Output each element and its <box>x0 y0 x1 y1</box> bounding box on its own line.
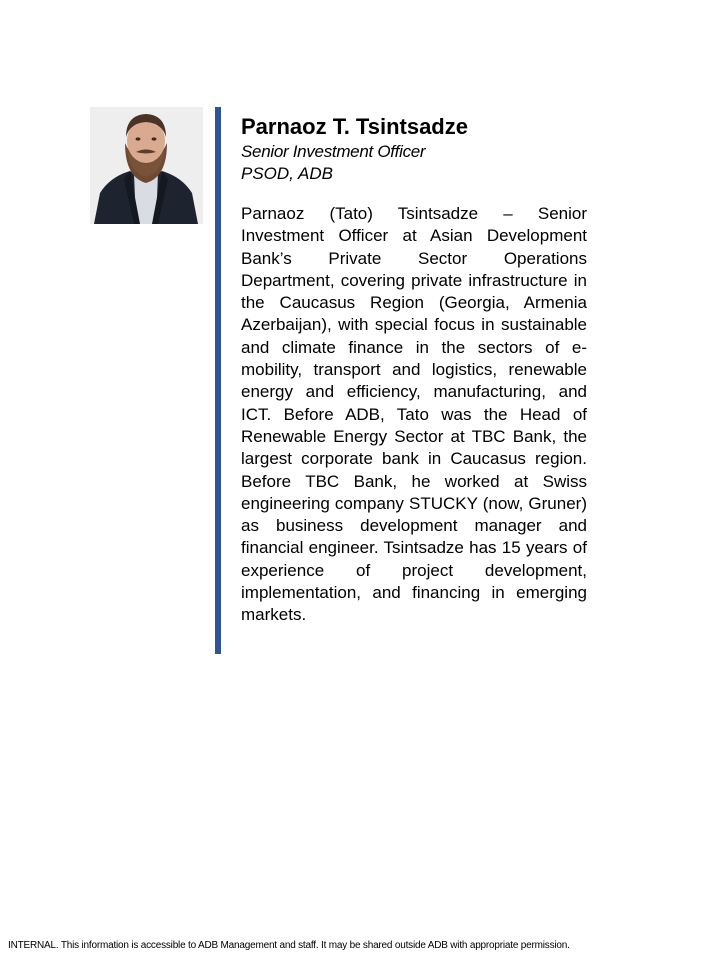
person-organization: PSOD, ADB <box>241 164 333 183</box>
profile-text-block <box>241 114 587 627</box>
accent-divider <box>215 107 221 654</box>
profile-photo <box>90 107 203 224</box>
biography-paragraph: Parnaoz (Tato) Tsintsadze – Senior Investment Officer at Asian Development Bank’s Private Sector Operations Department, covering private infrastructure in the Caucasus Region (Georgia, Armenia Azerbaijan), with special focus in sustainable and climate finance in the sectors of e-mobility, transport and logistics, renewable energy and efficiency, manufacturing, and ICT. Before ADB, Tato was the Head of Renewable Energy Sector at TBC Bank, the largest corporate bank in Caucasus region. Before TBC Bank, he worked at Swiss engineering company STUCKY (now, Gruner) as business development manager and financial engineer. Tsintsadze has 15 years of experience of project development, implementation, and financing in emerging markets. <box>241 204 587 625</box>
portrait-image <box>90 107 203 224</box>
person-name: Parnaoz T. Tsintsadze <box>241 114 468 139</box>
classification-footer: INTERNAL. This information is accessible to ADB Management and staff. It may be shared outside ADB with appropriate permission. <box>8 940 570 951</box>
person-title: Senior Investment Officer <box>241 142 426 161</box>
